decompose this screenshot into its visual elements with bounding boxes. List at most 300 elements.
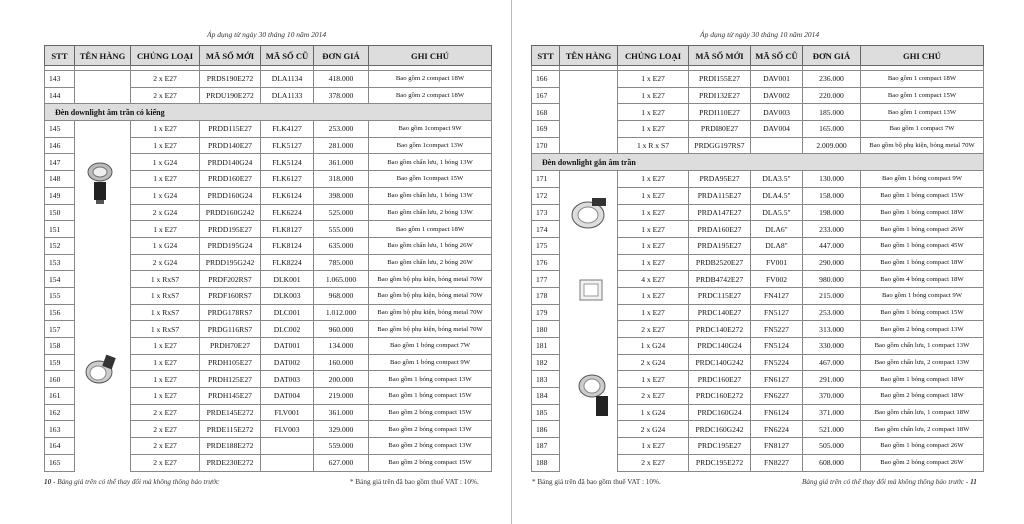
- new-code-cell: PRDC160G242: [689, 421, 751, 438]
- type-cell: 1 x E27: [618, 87, 689, 104]
- old-code-cell: FN8227: [751, 454, 803, 471]
- effective-date: Áp dụng từ ngày 30 tháng 10 năm 2014: [700, 30, 820, 39]
- new-code-cell: PRDH105E27: [200, 354, 261, 371]
- page-number: 11: [970, 478, 977, 486]
- unit-price-cell: 960.000: [314, 321, 369, 338]
- product-name-cell: [560, 137, 618, 154]
- product-name-cell: [75, 271, 131, 288]
- stt-cell: 163: [45, 421, 75, 438]
- stt-cell: 157: [45, 321, 75, 338]
- table-row: [45, 454, 492, 471]
- stt-cell: 146: [45, 137, 75, 154]
- stt-cell: 164: [45, 438, 75, 455]
- new-code-cell: PRDC195E272: [689, 454, 751, 471]
- note-cell: Bao gồm 1compact 13W: [369, 137, 492, 154]
- note-cell: Bao gồm 1 bóng compact 18W: [861, 371, 984, 388]
- new-code-cell: PRDC160E27: [689, 371, 751, 388]
- unit-price-cell: 525.000: [314, 204, 369, 221]
- product-name-cell: [75, 71, 131, 88]
- new-code-cell: PRDI155E27: [689, 71, 751, 88]
- stt-cell: 185: [532, 404, 560, 421]
- stt-cell: 152: [45, 237, 75, 254]
- note-cell: Bao gồm 2 bóng compact 13W: [861, 321, 984, 338]
- table-row: [532, 338, 984, 355]
- type-cell: 1 x G24: [618, 338, 689, 355]
- table-row: [532, 304, 984, 321]
- stt-cell: 177: [532, 271, 560, 288]
- new-code-cell: PRDG178RS7: [200, 304, 261, 321]
- new-code-cell: PRDA147E27: [689, 204, 751, 221]
- note-cell: Bao gồm 1 bóng compact 18W: [861, 204, 984, 221]
- unit-price-cell: 505.000: [803, 438, 861, 455]
- old-code-cell: FLK5127: [261, 137, 314, 154]
- downlight-adjustable-product-image: [84, 352, 118, 388]
- old-code-cell: FLK8124: [261, 237, 314, 254]
- old-code-cell: DLA1133: [261, 87, 314, 104]
- stt-cell: 155: [45, 287, 75, 304]
- type-cell: 1 x E27: [618, 304, 689, 321]
- note-cell: Bao gồm chấn lưu, 2 bóng 13W: [369, 204, 492, 221]
- stt-cell: 162: [45, 404, 75, 421]
- unit-price-cell: 980.000: [803, 271, 861, 288]
- type-cell: 2 x E27: [618, 454, 689, 471]
- stt-cell: 178: [532, 287, 560, 304]
- old-code-cell: FLK6127: [261, 171, 314, 188]
- product-name-cell: [560, 87, 618, 104]
- old-code-cell: FV001: [751, 254, 803, 271]
- unit-price-cell: 418.000: [314, 71, 369, 88]
- new-code-cell: PRDF160RS7: [200, 287, 261, 304]
- new-code-cell: PRDA95E27: [689, 171, 751, 188]
- old-code-cell: FN6124: [751, 404, 803, 421]
- type-cell: 1 x E27: [618, 438, 689, 455]
- table-row: [45, 287, 492, 304]
- old-code-cell: DLA1134: [261, 71, 314, 88]
- new-code-cell: PRDH125E27: [200, 371, 261, 388]
- unit-price-cell: 215.000: [803, 287, 861, 304]
- product-name-header: TÊN HÀNG: [75, 46, 131, 66]
- stt-cell: 169: [532, 121, 560, 138]
- note-cell: Bao gồm 2 bóng compact 13W: [369, 438, 492, 455]
- old-code-cell: FN6227: [751, 388, 803, 405]
- unit-price-cell: 281.000: [314, 137, 369, 154]
- type-cell: 1 x E27: [618, 104, 689, 121]
- unit-price-cell: 313.000: [803, 321, 861, 338]
- new-code-cell: PRDC115E27: [689, 287, 751, 304]
- stt-cell: 151: [45, 221, 75, 238]
- note-cell: Bao gồm chấn lưu, 2 compact 13W: [861, 354, 984, 371]
- new-code-cell: PRDI132E27: [689, 87, 751, 104]
- product-name-cell: [75, 237, 131, 254]
- note-cell: Bao gồm 4 bóng compact 18W: [861, 271, 984, 288]
- new-code-cell: PRDE115E272: [200, 421, 261, 438]
- note-cell: Bao gồm bộ phụ kiện, bóng metal 70W: [369, 321, 492, 338]
- unit-price-cell: 608.000: [803, 454, 861, 471]
- type-header: CHỦNG LOẠI: [618, 46, 689, 66]
- table-row: [532, 321, 984, 338]
- stt-header: STT: [532, 46, 560, 66]
- old-code-cell: FLK8224: [261, 254, 314, 271]
- stt-cell: 149: [45, 187, 75, 204]
- product-name-cell: [560, 71, 618, 88]
- unit-price-cell: 370.000: [803, 388, 861, 405]
- stt-cell: 158: [45, 338, 75, 355]
- product-name-cell: [75, 404, 131, 421]
- unit-price-cell: 220.000: [803, 87, 861, 104]
- section-title: Đèn downlight âm trần có kiếng: [45, 104, 492, 121]
- table-row: [45, 221, 492, 238]
- type-cell: 2 x E27: [131, 454, 200, 471]
- unit-price-cell: 361.000: [314, 154, 369, 171]
- footer-disclaimer: Bảng giá trên có thể thay đổi mà không thông báo trước - 11: [802, 478, 977, 486]
- footer-note: Bảng giá trên có thể thay đổi mà không thông báo trước: [57, 478, 220, 486]
- type-cell: 1 x G24: [131, 187, 200, 204]
- stt-cell: 148: [45, 171, 75, 188]
- new-code-cell: PRDE145E272: [200, 404, 261, 421]
- stt-cell: 161: [45, 388, 75, 405]
- stt-cell: 176: [532, 254, 560, 271]
- type-cell: 2 x G24: [618, 354, 689, 371]
- unit-price-cell: 318.000: [314, 171, 369, 188]
- stt-cell: 170: [532, 137, 560, 154]
- note-cell: Bao gồm bộ phụ kiện, bóng metal 70W: [369, 287, 492, 304]
- product-name-cell: [75, 221, 131, 238]
- old-code-header: MÃ SỐ CŨ: [261, 46, 314, 66]
- note-cell: Bao gồm 1 bóng compact 15W: [861, 304, 984, 321]
- unit-price-cell: 233.000: [803, 221, 861, 238]
- old-code-cell: FN6127: [751, 371, 803, 388]
- type-header: CHỦNG LOẠI: [131, 46, 200, 66]
- product-name-cell: [560, 237, 618, 254]
- new-code-header: MÃ SỐ MỚI: [689, 46, 751, 66]
- type-cell: 1 x E27: [618, 187, 689, 204]
- note-header: GHI CHÚ: [369, 46, 492, 66]
- note-cell: Bao gồm 1 compact 15W: [861, 87, 984, 104]
- old-code-cell: DLA5.5": [751, 204, 803, 221]
- unit-price-cell: 635.000: [314, 237, 369, 254]
- type-cell: 1 x E27: [618, 287, 689, 304]
- table-row: [45, 421, 492, 438]
- stt-cell: 173: [532, 204, 560, 221]
- unit-price-cell: 447.000: [803, 237, 861, 254]
- table-row: [532, 254, 984, 271]
- old-code-cell: [751, 137, 803, 154]
- stt-cell: 183: [532, 371, 560, 388]
- old-code-cell: DLA8": [751, 237, 803, 254]
- note-cell: Bao gồm 1 compact 7W: [861, 121, 984, 138]
- new-code-cell: PRDB2520E27: [689, 254, 751, 271]
- table-row: [532, 87, 984, 104]
- type-cell: 1 x E27: [618, 171, 689, 188]
- type-cell: 1 x RxS7: [131, 287, 200, 304]
- type-cell: 2 x E27: [618, 321, 689, 338]
- stt-cell: 167: [532, 87, 560, 104]
- unit-price-cell: 158.000: [803, 187, 861, 204]
- table-row: [45, 321, 492, 338]
- table-row: [45, 304, 492, 321]
- old-code-cell: FN5227: [751, 321, 803, 338]
- type-cell: 2 x G24: [131, 254, 200, 271]
- note-cell: Bao gồm 1 bóng compact 26W: [861, 221, 984, 238]
- old-code-cell: DAV003: [751, 104, 803, 121]
- table-row: [532, 171, 984, 188]
- type-cell: 2 x E27: [618, 388, 689, 405]
- old-code-cell: FLK5124: [261, 154, 314, 171]
- new-code-cell: PRDC195E27: [689, 438, 751, 455]
- product-name-cell: [560, 354, 618, 371]
- new-code-cell: PRDH70E27: [200, 338, 261, 355]
- product-name-cell: [75, 204, 131, 221]
- old-code-cell: DAT001: [261, 338, 314, 355]
- section-title: Đèn downlight gắn âm trần: [532, 154, 984, 171]
- note-cell: Bao gồm 2 compact 18W: [369, 71, 492, 88]
- stt-cell: 156: [45, 304, 75, 321]
- note-cell: Bao gồm 2 bóng compact 15W: [369, 404, 492, 421]
- new-code-cell: PRDGG197RS7: [689, 137, 751, 154]
- note-cell: Bao gồm 1compact 15W: [369, 171, 492, 188]
- old-code-cell: DAT003: [261, 371, 314, 388]
- unit-price-cell: 555.000: [314, 221, 369, 238]
- downlight-glass-product-image: [85, 160, 115, 206]
- table-row: [532, 137, 984, 154]
- table-header-row: [532, 46, 984, 66]
- product-name-cell: [560, 421, 618, 438]
- old-code-cell: [261, 438, 314, 455]
- new-code-header: MÃ SỐ MỚI: [200, 46, 261, 66]
- table-row: [45, 271, 492, 288]
- type-cell: 1 x RxS7: [131, 271, 200, 288]
- note-cell: Bao gồm 1 bóng compact 15W: [861, 187, 984, 204]
- table-row: [532, 71, 984, 88]
- effective-date: Áp dụng từ ngày 30 tháng 10 năm 2014: [207, 30, 327, 39]
- note-cell: Bao gồm bộ phụ kiện, bóng metal 70W: [369, 304, 492, 321]
- unit-price-cell: 398.000: [314, 187, 369, 204]
- note-cell: Bao gồm chấn lưu, 1 bóng 26W: [369, 237, 492, 254]
- unit-price-cell: 378.000: [314, 87, 369, 104]
- table-row: [532, 438, 984, 455]
- stt-cell: 147: [45, 154, 75, 171]
- product-name-cell: [560, 171, 618, 188]
- unit-price-cell: 467.000: [803, 354, 861, 371]
- section-header-row: [532, 154, 984, 171]
- old-code-cell: DAV001: [751, 71, 803, 88]
- table-row: [45, 87, 492, 104]
- note-cell: Bao gồm 1 bóng compact 26W: [861, 438, 984, 455]
- type-cell: 1 x E27: [131, 171, 200, 188]
- type-cell: 4 x E27: [618, 271, 689, 288]
- product-name-cell: [560, 104, 618, 121]
- stt-cell: 144: [45, 87, 75, 104]
- type-cell: 2 x E27: [131, 421, 200, 438]
- new-code-cell: PRDF202RS7: [200, 271, 261, 288]
- type-cell: 2 x G24: [131, 204, 200, 221]
- stt-cell: 154: [45, 271, 75, 288]
- stt-cell: 174: [532, 221, 560, 238]
- note-cell: Bao gồm chấn lưu, 2 compact 18W: [861, 421, 984, 438]
- new-code-cell: PRDA115E27: [689, 187, 751, 204]
- stt-cell: 145: [45, 121, 75, 138]
- note-cell: Bao gồm 2 compact 18W: [369, 87, 492, 104]
- type-cell: 1 x E27: [131, 388, 200, 405]
- old-code-cell: FLK4127: [261, 121, 314, 138]
- old-code-cell: DAT004: [261, 388, 314, 405]
- old-code-cell: FLK6124: [261, 187, 314, 204]
- note-cell: Bao gồm 1 bóng compact 7W: [369, 338, 492, 355]
- old-code-cell: FLK6224: [261, 204, 314, 221]
- new-code-cell: PRDC140G24: [689, 338, 751, 355]
- page-number: 10: [44, 478, 52, 486]
- section-header-row: [45, 104, 492, 121]
- type-cell: 1 x RxS7: [131, 321, 200, 338]
- type-cell: 1 x E27: [131, 371, 200, 388]
- unit-price-cell: 627.000: [314, 454, 369, 471]
- new-code-cell: PRDD160E27: [200, 171, 261, 188]
- new-code-cell: PRDI80E27: [689, 121, 751, 138]
- old-code-cell: DAV004: [751, 121, 803, 138]
- table-row: [45, 404, 492, 421]
- note-cell: Bao gồm 1 bóng compact 15W: [369, 388, 492, 405]
- old-code-cell: FLV003: [261, 421, 314, 438]
- unit-price-cell: 291.000: [803, 371, 861, 388]
- unit-price-cell: 2.009.000: [803, 137, 861, 154]
- right-page: [512, 0, 1024, 524]
- new-code-cell: PRDU190E272: [200, 87, 261, 104]
- stt-cell: 182: [532, 354, 560, 371]
- footer-vat-note: * Bảng giá trên đã bao gồm thuế VAT : 10%.: [532, 478, 661, 486]
- new-code-cell: PRDD115E27: [200, 121, 261, 138]
- unit-price-cell: 785.000: [314, 254, 369, 271]
- stt-cell: 180: [532, 321, 560, 338]
- stt-cell: 166: [532, 71, 560, 88]
- new-code-cell: PRDG116RS7: [200, 321, 261, 338]
- new-code-cell: PRDB4742E27: [689, 271, 751, 288]
- note-cell: Bao gồm 1 compact 13W: [861, 104, 984, 121]
- old-code-cell: FN5127: [751, 304, 803, 321]
- stt-cell: 150: [45, 204, 75, 221]
- type-cell: 1 x E27: [131, 221, 200, 238]
- note-cell: Bao gồm 1 compact 18W: [861, 71, 984, 88]
- unit-price-cell: 185.000: [803, 104, 861, 121]
- type-cell: 1 x G24: [618, 404, 689, 421]
- type-cell: 1 x E27: [618, 254, 689, 271]
- old-code-cell: DAT002: [261, 354, 314, 371]
- note-header: GHI CHÚ: [861, 46, 984, 66]
- table-row: [45, 71, 492, 88]
- unit-price-cell: 200.000: [314, 371, 369, 388]
- note-cell: Bao gồm chấn lưu, 2 bóng 26W: [369, 254, 492, 271]
- new-code-cell: PRDC140E27: [689, 304, 751, 321]
- product-name-cell: [75, 137, 131, 154]
- table-row: [532, 121, 984, 138]
- product-name-cell: [75, 87, 131, 104]
- stt-cell: 188: [532, 454, 560, 471]
- old-code-cell: FV002: [751, 271, 803, 288]
- type-cell: 1 x E27: [131, 354, 200, 371]
- table-row: [45, 204, 492, 221]
- unit-price-cell: 521.000: [803, 421, 861, 438]
- table-row: [532, 237, 984, 254]
- product-name-cell: [560, 121, 618, 138]
- old-code-cell: DAV002: [751, 87, 803, 104]
- stt-cell: 171: [532, 171, 560, 188]
- square-downlight-product-image: [578, 278, 604, 302]
- product-name-cell: [75, 287, 131, 304]
- unit-price-cell: 253.000: [314, 121, 369, 138]
- stt-cell: 159: [45, 354, 75, 371]
- unit-price-cell: 371.000: [803, 404, 861, 421]
- type-cell: 1 x E27: [618, 121, 689, 138]
- type-cell: 1 x E27: [131, 338, 200, 355]
- unit-price-header: ĐƠN GIÁ: [314, 46, 369, 66]
- table-header-row: [45, 46, 492, 66]
- stt-cell: 165: [45, 454, 75, 471]
- note-cell: Bao gồm chấn lưu, 1 bóng 13W: [369, 187, 492, 204]
- type-cell: 1 x G24: [131, 154, 200, 171]
- note-cell: Bao gồm 1 bóng compact 9W: [369, 354, 492, 371]
- type-cell: 2 x E27: [131, 438, 200, 455]
- stt-cell: 160: [45, 371, 75, 388]
- note-cell: Bao gồm 1 bóng compact 18W: [861, 254, 984, 271]
- new-code-cell: PRDC160E272: [689, 388, 751, 405]
- unit-price-cell: 165.000: [803, 121, 861, 138]
- table-row: [45, 137, 492, 154]
- note-cell: Bao gồm 1 bóng compact 45W: [861, 237, 984, 254]
- new-code-cell: PRDA195E27: [689, 237, 751, 254]
- type-cell: 2 x G24: [618, 421, 689, 438]
- unit-price-cell: 361.000: [314, 404, 369, 421]
- unit-price-cell: 253.000: [803, 304, 861, 321]
- new-code-cell: PRDD140G24: [200, 154, 261, 171]
- unit-price-cell: 1.012.000: [314, 304, 369, 321]
- table-row: [532, 104, 984, 121]
- old-code-cell: DLC002: [261, 321, 314, 338]
- note-cell: Bao gồm 2 bóng compact 13W: [369, 421, 492, 438]
- old-code-cell: DLA4.5": [751, 187, 803, 204]
- type-cell: 1 x E27: [131, 121, 200, 138]
- new-code-cell: PRDD140E27: [200, 137, 261, 154]
- unit-price-cell: 968.000: [314, 287, 369, 304]
- product-name-cell: [560, 338, 618, 355]
- type-cell: 2 x E27: [131, 71, 200, 88]
- note-cell: Bao gồm 1compact 9W: [369, 121, 492, 138]
- type-cell: 1 x E27: [618, 237, 689, 254]
- new-code-cell: PRDE188E272: [200, 438, 261, 455]
- stt-cell: 143: [45, 71, 75, 88]
- type-cell: 1 x RxS7: [131, 304, 200, 321]
- stt-cell: 175: [532, 237, 560, 254]
- unit-price-cell: 330.000: [803, 338, 861, 355]
- old-code-cell: DLC001: [261, 304, 314, 321]
- product-name-cell: [75, 321, 131, 338]
- old-code-cell: DLA6": [751, 221, 803, 238]
- product-name-cell: [560, 454, 618, 471]
- new-code-cell: PRDD195G24: [200, 237, 261, 254]
- note-cell: Bao gồm 2 bóng compact 15W: [369, 454, 492, 471]
- table-row: [45, 254, 492, 271]
- price-table-left: [44, 45, 492, 472]
- new-code-cell: PRDI110E27: [689, 104, 751, 121]
- product-name-cell: [560, 304, 618, 321]
- type-cell: 1 x E27: [618, 371, 689, 388]
- unit-price-cell: 130.000: [803, 171, 861, 188]
- footer-disclaimer: 10 - Bảng giá trên có thể thay đổi mà không thông báo trước: [44, 478, 220, 486]
- unit-price-cell: 559.000: [314, 438, 369, 455]
- type-cell: 2 x E27: [131, 87, 200, 104]
- product-name-cell: [75, 438, 131, 455]
- stt-cell: 186: [532, 421, 560, 438]
- old-code-cell: FN6224: [751, 421, 803, 438]
- unit-price-header: ĐƠN GIÁ: [803, 46, 861, 66]
